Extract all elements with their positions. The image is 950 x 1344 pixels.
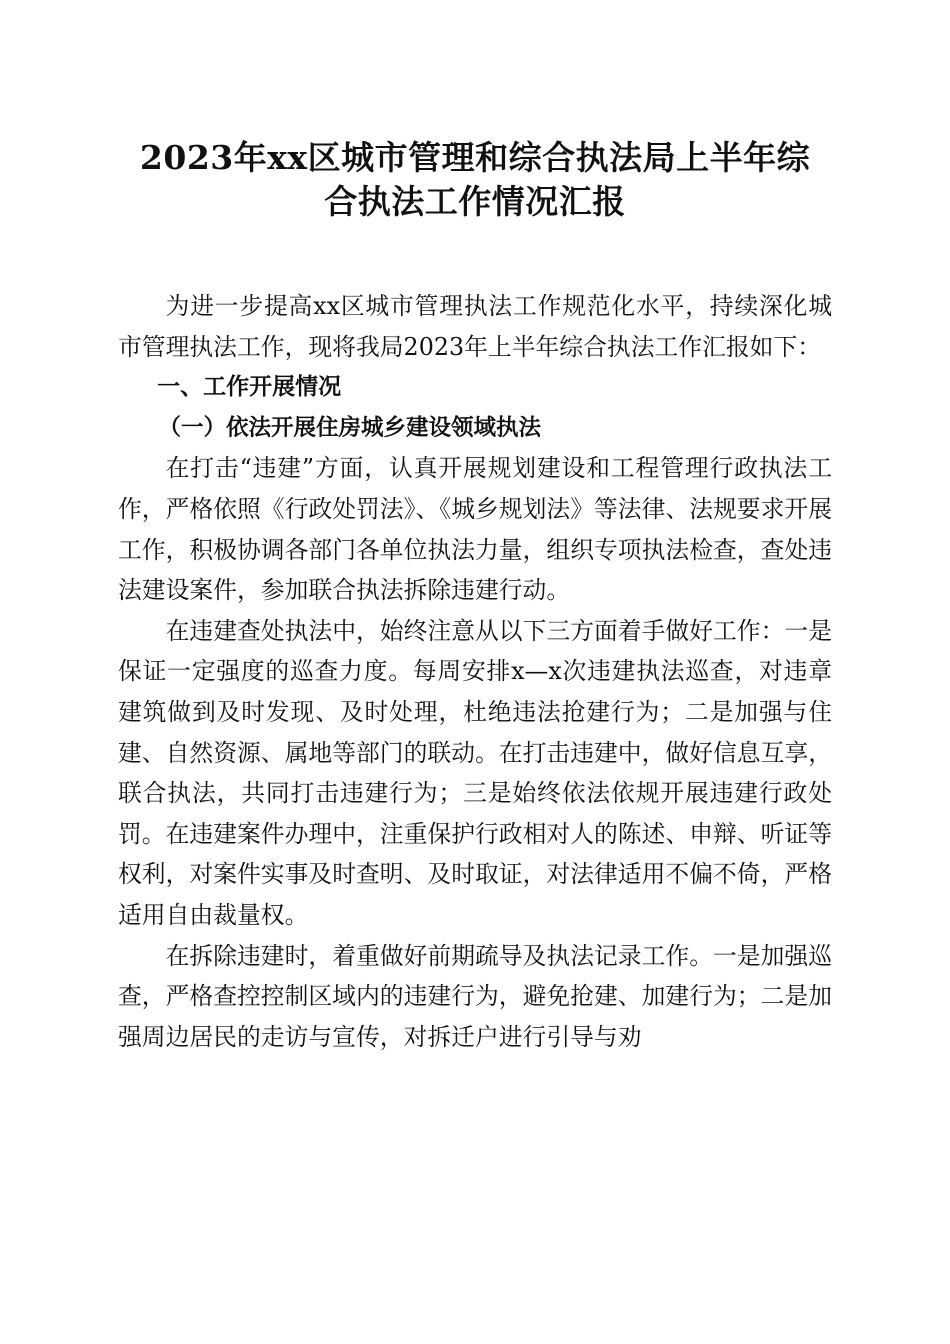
body-paragraph: 在拆除违建时，着重做好前期疏导及执法记录工作。一是加强巡查，严格查控控制区域内的违建行为，避免抢建、加建行为；二是加强周边居民的走访与宣传，对拆迁户进行引导与劝 [118,941,832,1051]
document-page [118,136,832,1057]
document-title-line-1: 2023年xx区城市管理和综合执法局上半年综 [139,138,811,177]
intro-paragraph: 为进一步提高xx区城市管理执法工作规范化水平，持续深化城市管理执法工作，现将我局2023年上半年综合执法工作汇报如下： [118,292,832,361]
document-title-line-2: 合执法工作情况汇报 [324,182,626,221]
body-paragraph: 在打击“违建”方面，认真开展规划建设和工程管理行政执法工作，严格依照《行政处罚法》、《城乡规划法》等法律、法规要求开展工作，积极协调各部门各单位执法力量，组织专项执法检查，查处违法建设案件，参加联合执法拆除违建行动。 [118,454,832,605]
document-body [118,286,832,1057]
body-paragraph: 在违建查处执法中，始终注意从以下三方面着手做好工作：一是保证一定强度的巡查力度。每周安排x—x次违建执法巡查，对违章建筑做到及时发现、及时处理，杜绝违法抢建行为；二是加强与住建、自然资源、属地等部门的联动。在打击违建中，做好信息互享，联合执法，共同打击违建行为；三是始终依法依规开展违建行政处罚。在违建案件办理中，注重保护行政相对人的陈述、申辩、听证等权利，对案件实事及时查明、及时取证，对法律适用不偏不倚，严格适用自由裁量权。 [118,616,832,929]
section-heading-work-progress: 一、工作开展情况 [157,374,342,401]
subsection-heading-housing-enforcement: （一）依法开展住房城乡建设领域执法 [158,414,542,441]
document-title [118,136,832,224]
